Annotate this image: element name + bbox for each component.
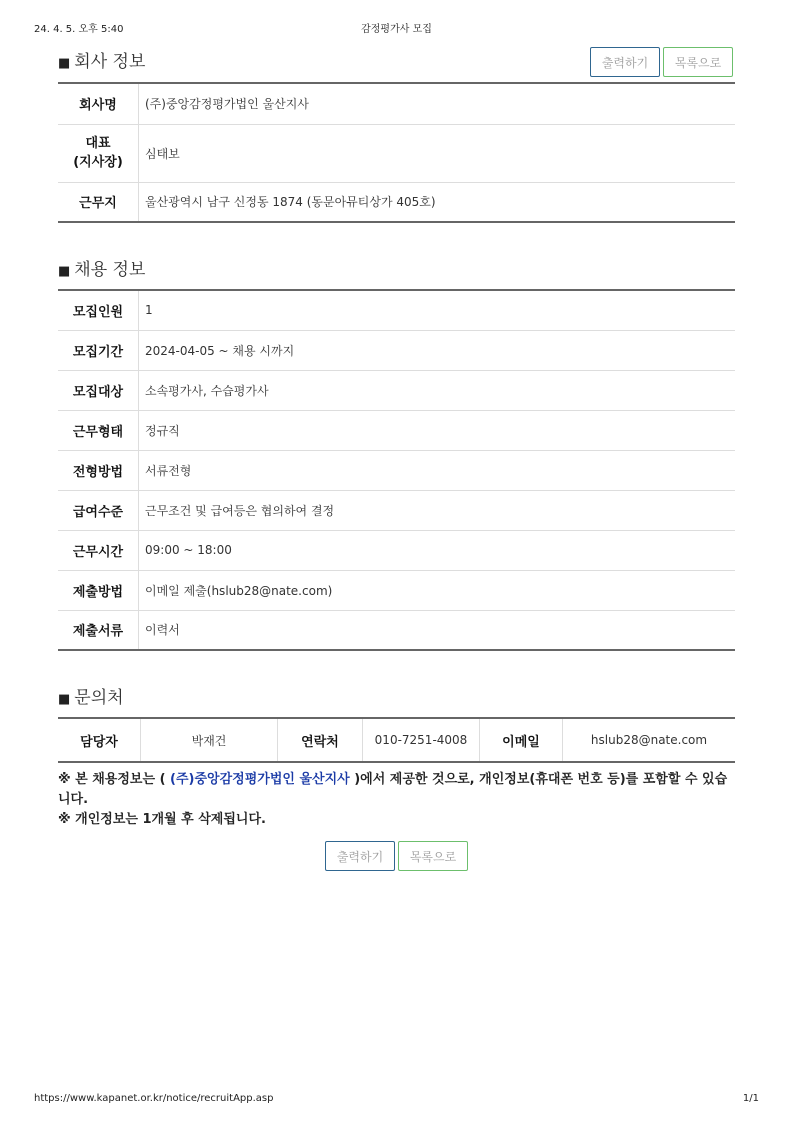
table-row bbox=[58, 124, 735, 182]
table-row bbox=[58, 370, 735, 410]
notice-line-2: ※ 개인정보는 1개월 후 삭제됩니다. bbox=[58, 812, 266, 827]
row-label: 전형방법 bbox=[58, 450, 139, 490]
print-url: https://www.kapanet.or.kr/notice/recruitApp.asp bbox=[34, 1093, 274, 1104]
row-value: 서류전형 bbox=[139, 450, 736, 490]
table-row bbox=[58, 718, 735, 762]
row-value: 2024-04-05 ~ 채용 시까지 bbox=[139, 330, 736, 370]
manager-label: 담당자 bbox=[58, 718, 141, 762]
contact-section-title: ■ 문의처 bbox=[58, 688, 124, 708]
row-value: 09:00 ~ 18:00 bbox=[139, 530, 736, 570]
square-bullet-icon: ■ bbox=[58, 56, 71, 71]
table-row bbox=[58, 530, 735, 570]
row-label: 근무형태 bbox=[58, 410, 139, 450]
table-row bbox=[58, 182, 735, 222]
recruit-section-title: ■ 채용 정보 bbox=[58, 260, 146, 280]
row-value: 심태보 bbox=[139, 124, 736, 182]
table-row bbox=[58, 83, 735, 124]
print-button-bottom[interactable]: 출력하기 bbox=[325, 841, 395, 871]
email-value: hslub28@nate.com bbox=[590, 733, 708, 747]
table-row bbox=[58, 330, 735, 370]
manager-value: 박재건 bbox=[141, 718, 278, 762]
row-value: 1 bbox=[139, 290, 736, 330]
row-value: 이력서 bbox=[145, 623, 180, 638]
row-value: 소속평가사, 수습평가사 bbox=[139, 370, 736, 410]
row-label: 모집기간 bbox=[58, 330, 139, 370]
notice-company-name: (주)중앙감정평가법인 울산지사 bbox=[170, 772, 350, 787]
company-section-title: ■ 회사 정보 bbox=[58, 52, 146, 72]
phone-label: 연락처 bbox=[278, 718, 363, 762]
table-row bbox=[58, 610, 735, 650]
row-value: 정규직 bbox=[139, 410, 736, 450]
privacy-notice bbox=[58, 770, 738, 830]
list-button-bottom[interactable]: 목록으로 bbox=[398, 841, 468, 871]
table-row bbox=[58, 490, 735, 530]
table-row bbox=[58, 410, 735, 450]
row-label: 근무지 bbox=[58, 182, 139, 222]
table-row bbox=[58, 450, 735, 490]
recruit-info-table bbox=[58, 289, 735, 651]
email-label: 이메일 bbox=[480, 718, 563, 762]
row-value: 근무조건 및 급여등은 협의하여 결정 bbox=[139, 490, 736, 530]
print-button-top[interactable]: 출력하기 bbox=[590, 47, 660, 77]
phone-value: 010-7251-4008 bbox=[363, 718, 480, 762]
table-row bbox=[58, 570, 735, 610]
company-info-table bbox=[58, 82, 735, 223]
notice-line-1: ※ 본 채용정보는 ( (주)중앙감정평가법인 울산지사 )에서 제공한 것으로, 개인정보(휴대폰 번호 등)를 포함할 수 있습니다. bbox=[58, 772, 728, 807]
square-bullet-icon: ■ bbox=[58, 264, 71, 279]
row-label: 제출방법 bbox=[58, 570, 139, 610]
print-page-title: 감정평가사 모집 bbox=[361, 24, 432, 35]
row-label: 회사명 bbox=[58, 83, 139, 124]
row-label: 급여수준 bbox=[58, 490, 139, 530]
row-value: 이메일 제출(hslub28@nate.com) bbox=[139, 570, 736, 610]
list-button-top[interactable]: 목록으로 bbox=[663, 47, 733, 77]
square-bullet-icon: ■ bbox=[58, 692, 71, 707]
row-label: 근무시간 bbox=[58, 530, 139, 570]
table-row bbox=[58, 290, 735, 330]
print-datetime: 24. 4. 5. 오후 5:40 bbox=[34, 24, 124, 35]
row-value: (주)중앙감정평가법인 울산지사 bbox=[139, 83, 736, 124]
row-label: 모집인원 bbox=[58, 290, 139, 330]
row-label: 모집대상 bbox=[58, 370, 139, 410]
row-label: 제출서류 bbox=[58, 610, 139, 650]
print-page-number: 1/1 bbox=[742, 1093, 759, 1104]
row-value: 울산광역시 남구 신정동 1874 (동문아뮤티상가 405호) bbox=[145, 195, 436, 210]
row-label: 대표 (지사장) bbox=[58, 124, 139, 182]
contact-table bbox=[58, 717, 735, 763]
